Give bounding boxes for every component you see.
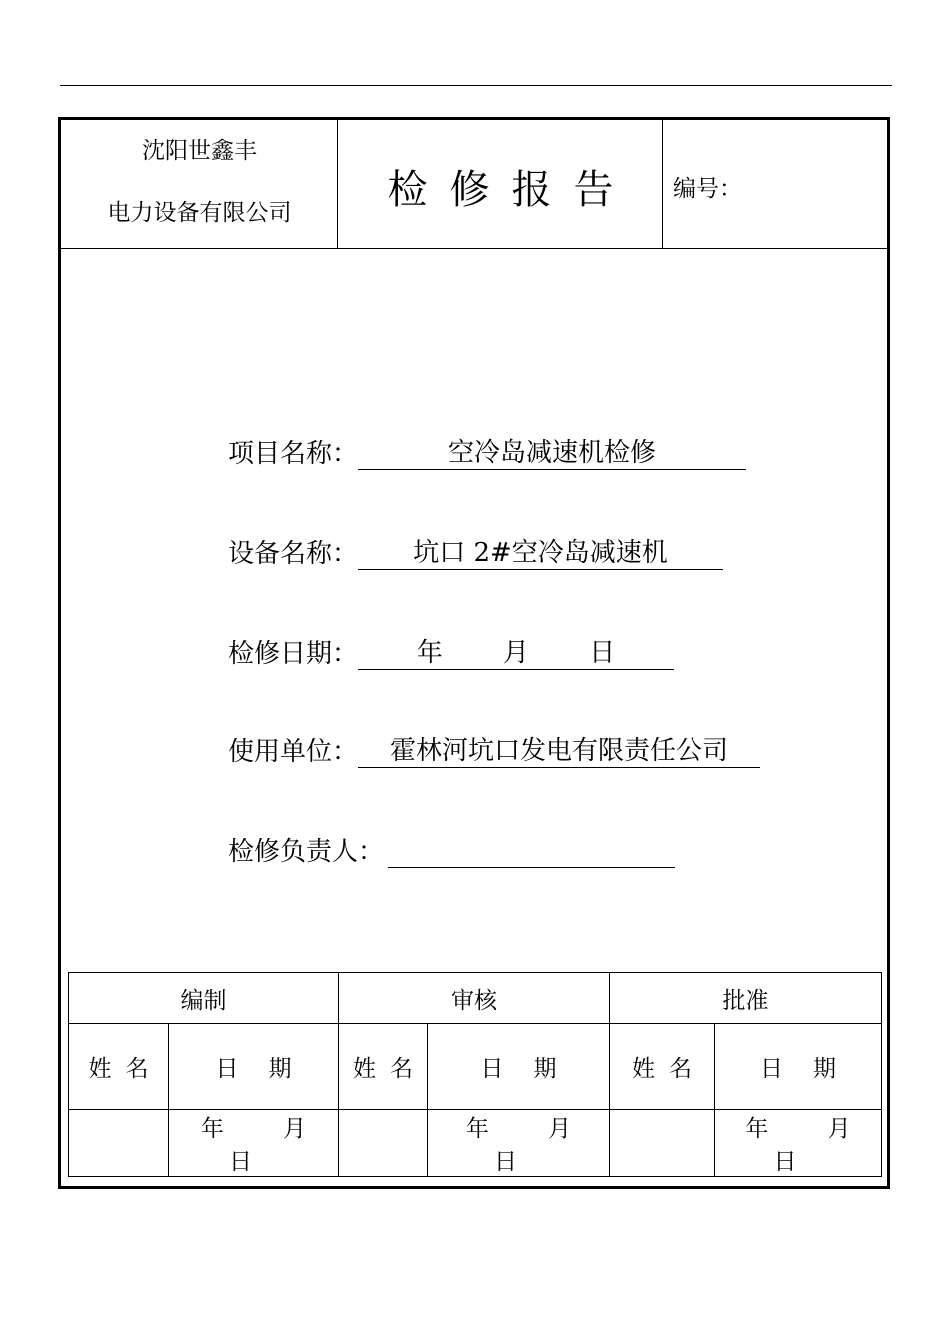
equipment-name-label: 设备名称： [228,539,359,569]
repair-date-label: 检修日期： [228,639,359,669]
equipment-name-field [228,533,723,567]
reviewed-date-header: 日期 [428,1024,610,1110]
approved-date-header: 日期 [715,1024,882,1110]
compiled-date-header: 日期 [169,1024,339,1110]
company-cell [61,120,338,248]
equipment-name-value: 坑口 2#空冷岛减速机 [358,537,723,570]
person-in-charge-value [388,835,675,868]
approved-header: 批准 [610,973,882,1024]
user-unit-value: 霍林河坑口发电有限责任公司 [358,735,760,768]
company-name-line1: 沈阳世鑫丰 [142,138,257,164]
reviewed-date-cell: 年 月 日 [428,1110,610,1177]
user-unit-label: 使用单位： [228,737,359,767]
report-title: 检修报告 [387,167,636,213]
code-label: 编号： [673,176,742,202]
reviewed-name-cell [339,1110,428,1177]
approved-date-cell: 年 月 日 [715,1110,882,1177]
person-in-charge-field [228,831,675,865]
company-name-line2: 电力设备有限公司 [107,200,292,226]
report-header [61,120,887,249]
compiled-header: 编制 [69,973,339,1024]
user-unit-field [228,731,760,765]
repair-date-value: 年 月 日 [358,637,674,670]
reviewed-header: 审核 [339,973,610,1024]
report-frame [58,117,890,1189]
reviewed-name-header: 姓名 [339,1024,428,1110]
compiled-name-cell [69,1110,169,1177]
person-in-charge-label: 检修负责人： [228,837,385,867]
project-name-value: 空冷岛减速机检修 [358,437,746,470]
approved-name-header: 姓名 [610,1024,715,1110]
compiled-name-header: 姓名 [69,1024,169,1110]
signature-table [68,972,882,1177]
title-cell [338,120,663,248]
approved-name-cell [610,1110,715,1177]
compiled-date-cell: 年 月 日 [169,1110,339,1177]
project-name-label: 项目名称： [228,439,359,469]
code-cell [663,120,887,248]
top-rule [60,85,892,86]
repair-date-field [228,633,674,667]
project-name-field [228,433,746,467]
